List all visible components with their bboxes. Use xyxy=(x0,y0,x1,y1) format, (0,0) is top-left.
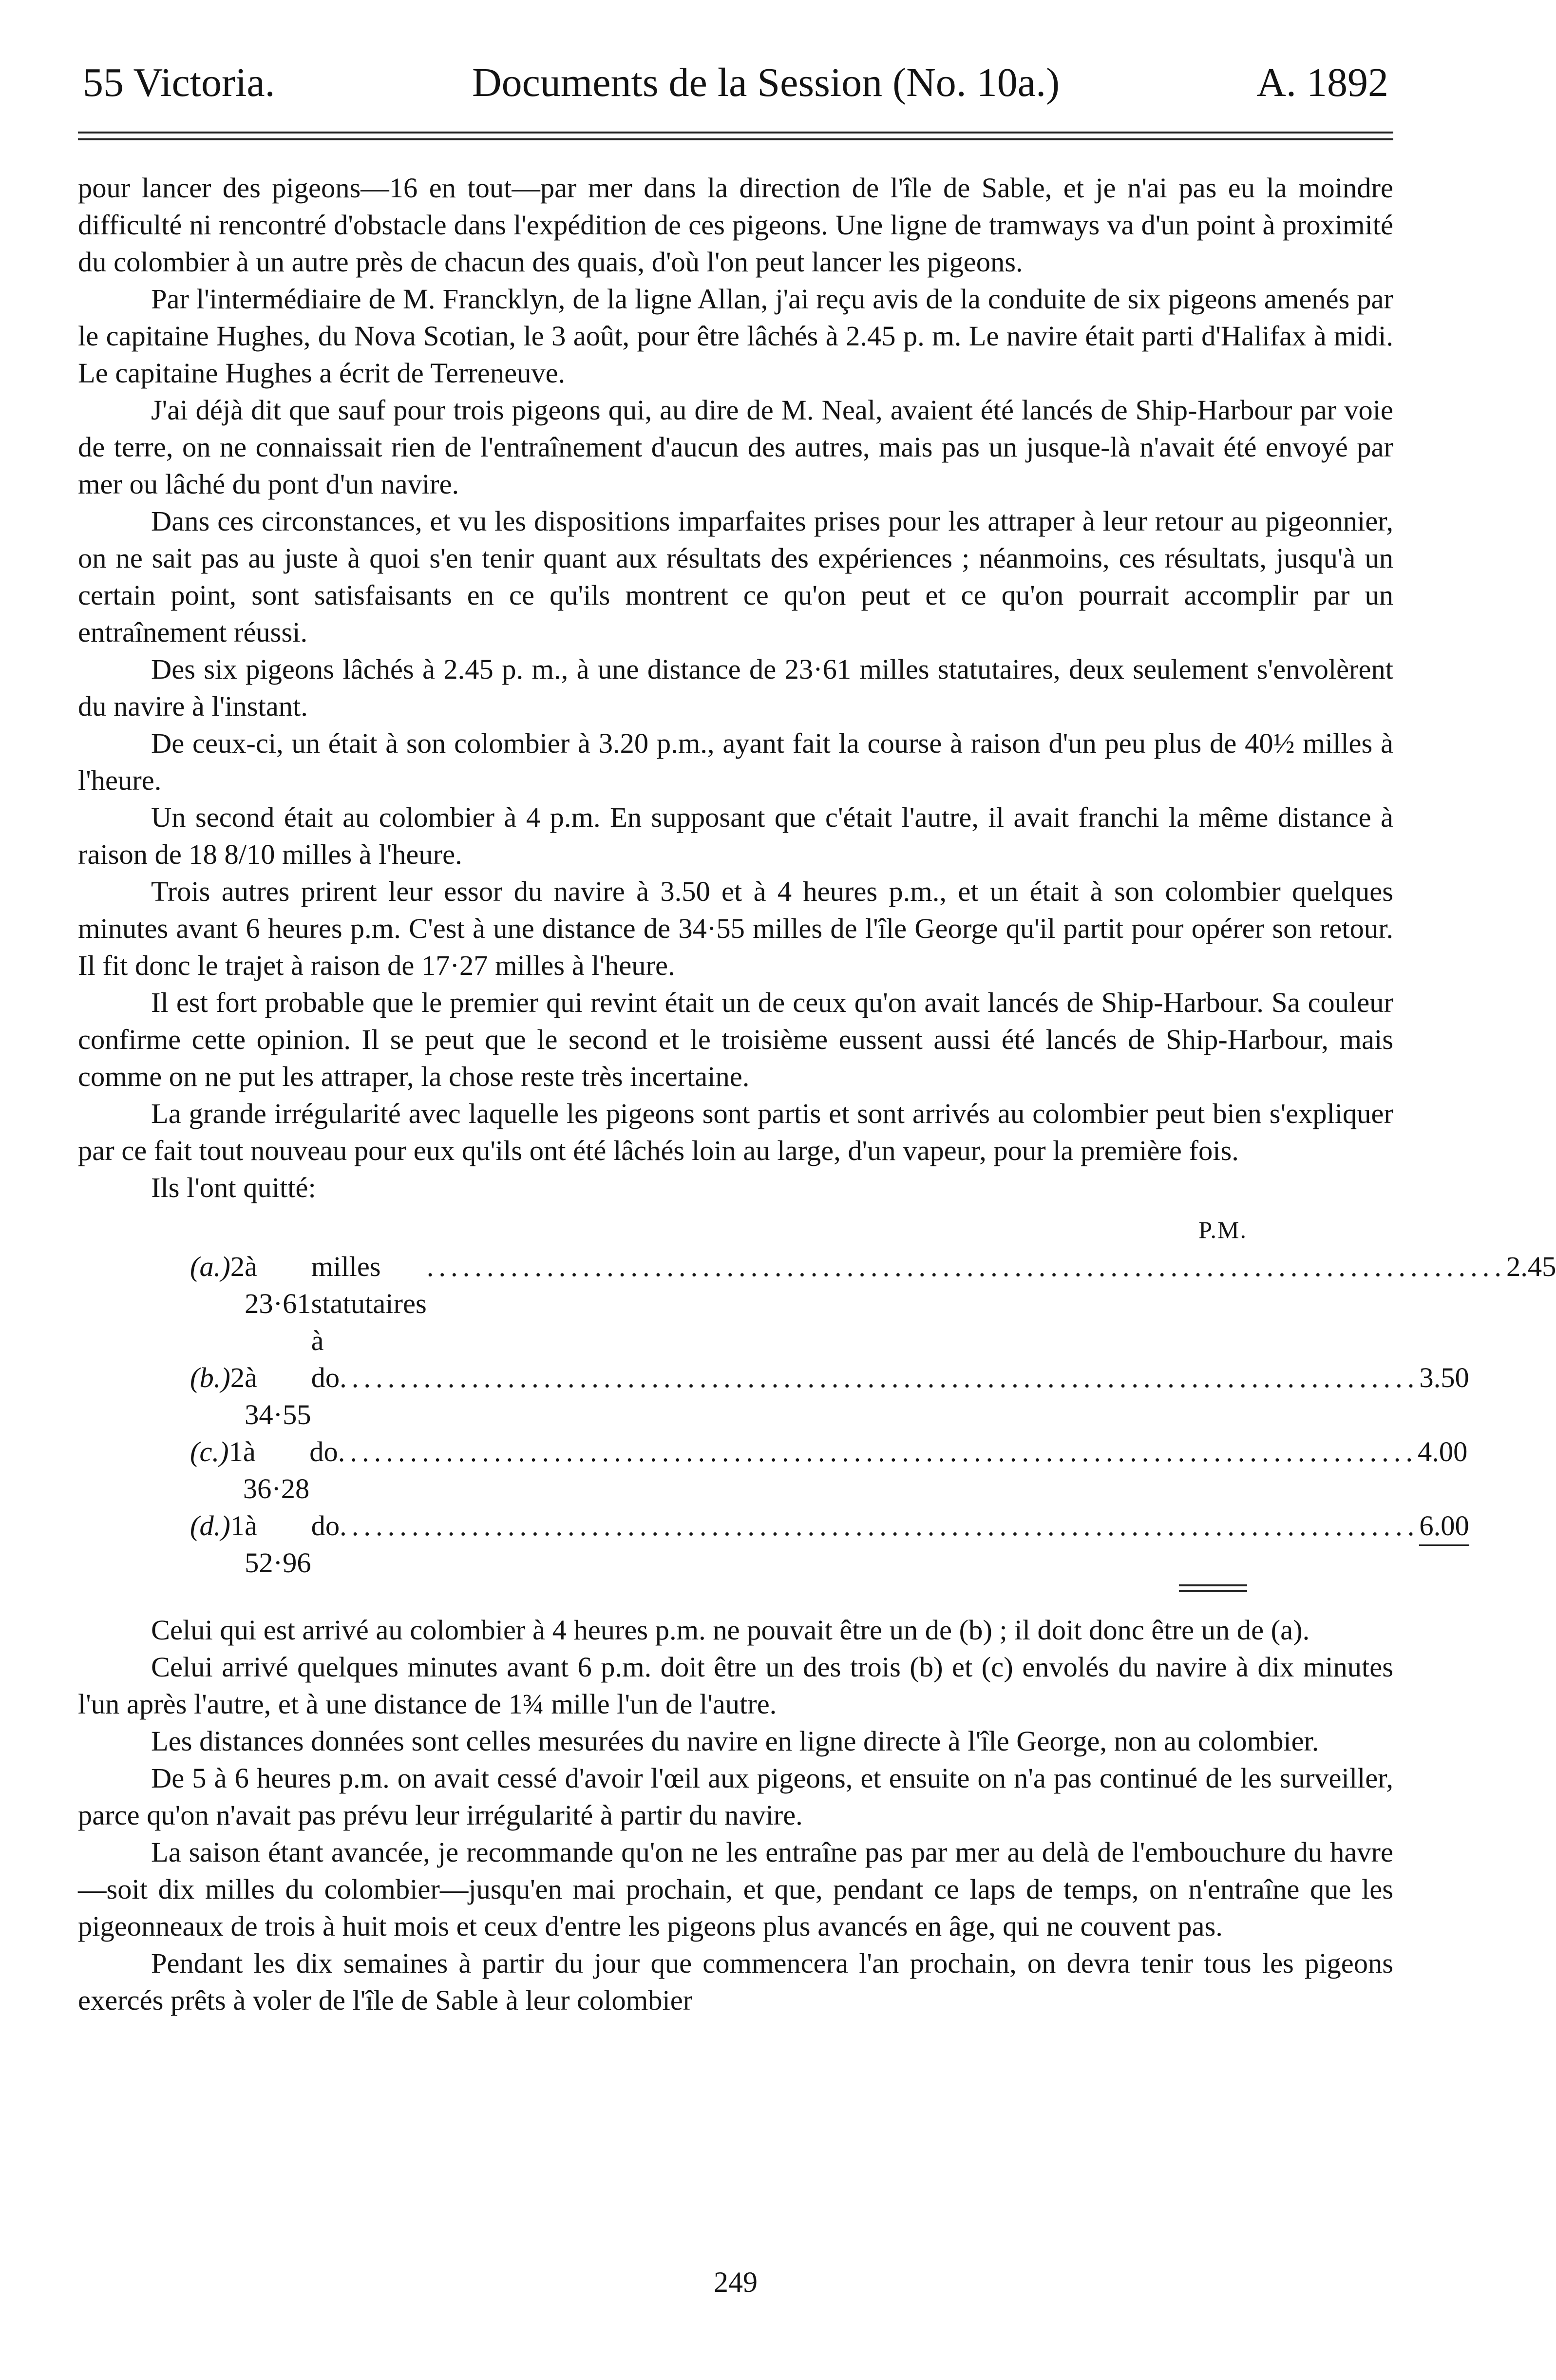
dot-leader: .......................................................................................... xyxy=(426,1251,1506,1282)
paragraph: Ils l'ont quitté: xyxy=(151,1172,316,1203)
row-label: (d.) xyxy=(190,1510,230,1542)
running-header xyxy=(78,58,1393,107)
row-count: 1 xyxy=(228,1436,243,1467)
paragraph: Les distances données sont celles mesurées du navire en ligne directe à l'île George, non au colombier. xyxy=(151,1725,1319,1757)
page-number: 249 xyxy=(714,2266,758,2298)
row-count: 1 xyxy=(230,1510,245,1542)
table-column-header: P.M. xyxy=(1198,1216,1247,1243)
table-row xyxy=(78,1507,1469,1581)
row-distance: à 52·96 xyxy=(245,1510,311,1579)
paragraph: Pendant les dix semaines à partir du jour que commencera l'an prochain, on devra tenir tous les pigeons exercés prêts à voler de l'île de Sable à leur colombier xyxy=(78,1947,1393,2016)
paragraph: Par l'intermédiaire de M. Francklyn, de la ligne Allan, j'ai reçu avis de la conduite de six pigeons amenés par le capitaine Hughes, du Nova Scotian, le 3 août, pour être lâchés à 2.45 p. m. Le navire était parti d'Halifax à midi. Le capitaine Hughes a écrit de Terreneuve. xyxy=(78,283,1393,389)
row-unit: do xyxy=(309,1436,338,1467)
header-rule xyxy=(78,132,1393,140)
table-total-rule xyxy=(1179,1584,1247,1592)
row-time: 4.00 xyxy=(1418,1436,1468,1467)
dot-leader: .......................................................................................... xyxy=(340,1362,1420,1393)
row-unit: milles statutaires à xyxy=(311,1251,427,1356)
row-time: 2.45 xyxy=(1506,1251,1556,1282)
paragraph: pour lancer des pigeons—16 en tout—par mer dans la direction de l'île de Sable, et je n'ai pas eu la moindre difficulté ni rencontré d'obstacle dans l'expédition de ces pigeons. Une ligne de tramways va d'un point à proximité du colombier à un autre près de chacun des quais, d'où l'on peut lancer les pigeons. xyxy=(78,172,1393,278)
row-distance: à 23·61 xyxy=(245,1251,311,1319)
row-label: (a.) xyxy=(190,1251,230,1282)
header-left: 55 Victoria. xyxy=(83,60,275,105)
row-count: 2 xyxy=(230,1362,245,1393)
row-label: (c.) xyxy=(190,1436,229,1467)
paragraph: Un second était au colombier à 4 p.m. En supposant que c'était l'autre, il avait franchi la même distance à raison de 18 8/10 milles à l'heure. xyxy=(78,801,1393,870)
document-page xyxy=(78,58,1556,2298)
paragraph: De ceux-ci, un était à son colombier à 3.20 p.m., ayant fait la course à raison d'un peu plus de 40½ milles à l'heure. xyxy=(78,727,1393,796)
paragraph: La grande irrégularité avec laquelle les pigeons sont partis et sont arrivés au colombier peut bien s'expliquer par ce fait tout nouveau pour eux qu'ils ont été lâchés loin au large, d'un vapeur, pour la première fois. xyxy=(78,1098,1393,1166)
row-count: 2 xyxy=(230,1251,245,1282)
paragraph: La saison étant avancée, je recommande qu'on ne les entraîne pas par mer au delà de l'embouchure du havre—soit dix milles du colombier—jusqu'en mai prochain, et que, pendant ce laps de temps, on n'entraîne que les pigeonneaux de trois à huit mois et ceux d'entre les pigeons plus avancés en âge, qui ne couvent pas. xyxy=(78,1836,1393,1942)
row-label: (b.) xyxy=(190,1362,230,1393)
paragraph: Dans ces circonstances, et vu les dispositions imparfaites prises pour les attraper à leur retour au pigeonnier, on ne sait pas au juste à quoi s'en tenir quant aux résultats des expériences ; néanmoins, ces résultats, jusqu'à un certain point, sont satisfaisants en ce qu'ils montrent ce qu'on peut et ce qu'on pourrait accomplir par un entraînement réussi. xyxy=(78,505,1393,648)
dot-leader: .......................................................................................... xyxy=(338,1436,1418,1467)
paragraph: J'ai déjà dit que sauf pour trois pigeons qui, au dire de M. Neal, avaient été lancés de Ship-Harbour par voie de terre, on ne connaissait rien de l'entraînement d'aucun des autres, mais pas un jusque-là n'avait été envoyé par mer ou lâché du pont d'un navire. xyxy=(78,394,1393,500)
row-distance: à 36·28 xyxy=(243,1436,310,1504)
table-row xyxy=(78,1359,1469,1433)
paragraph: Celui arrivé quelques minutes avant 6 p.m. doit être un des trois (b) et (c) envolés du navire à dix minutes l'un après l'autre, et à une distance de 1¾ mille l'un de l'autre. xyxy=(78,1651,1393,1720)
dot-leader: .......................................................................................... xyxy=(340,1510,1420,1542)
row-unit: do xyxy=(311,1510,340,1542)
table-row xyxy=(78,1433,1468,1507)
header-center: Documents de la Session (No. 10a.) xyxy=(472,60,1060,105)
header-right: A. 1892 xyxy=(1256,60,1388,105)
table-row xyxy=(78,1248,1556,1359)
paragraph: De 5 à 6 heures p.m. on avait cessé d'avoir l'œil aux pigeons, et ensuite on n'a pas continué de les surveiller, parce qu'on n'avait pas prévu leur irrégularité à partir du navire. xyxy=(78,1762,1393,1831)
row-unit: do xyxy=(311,1362,340,1393)
row-distance: à 34·55 xyxy=(245,1362,311,1430)
paragraph: Trois autres prirent leur essor du navire à 3.50 et à 4 heures p.m., et un était à son colombier quelques minutes avant 6 heures p.m. C'est à une distance de 34·55 milles de l'île George qu'il partit pour opérer son retour. Il fit donc le trajet à raison de 17·27 milles à l'heure. xyxy=(78,876,1393,981)
paragraph: Il est fort probable que le premier qui revint était un de ceux qu'on avait lancés de Ship-Harbour. Sa couleur confirme cette opinion. Il se peut que le second et le troisième eussent aussi été lancés de Ship-Harbour, mais comme on ne put les attraper, la chose reste très incertaine. xyxy=(78,987,1393,1092)
paragraph: Des six pigeons lâchés à 2.45 p. m., à une distance de 23·61 milles statutaires, deux seulement s'envolèrent du navire à l'instant. xyxy=(78,653,1393,722)
paragraph: Celui qui est arrivé au colombier à 4 heures p.m. ne pouvait être un de (b) ; il doit donc être un de (a). xyxy=(151,1614,1310,1646)
release-table xyxy=(78,1211,1556,1592)
body-text xyxy=(78,170,1556,2019)
row-time: 6.00 xyxy=(1419,1507,1469,1546)
row-time: 3.50 xyxy=(1419,1362,1469,1393)
